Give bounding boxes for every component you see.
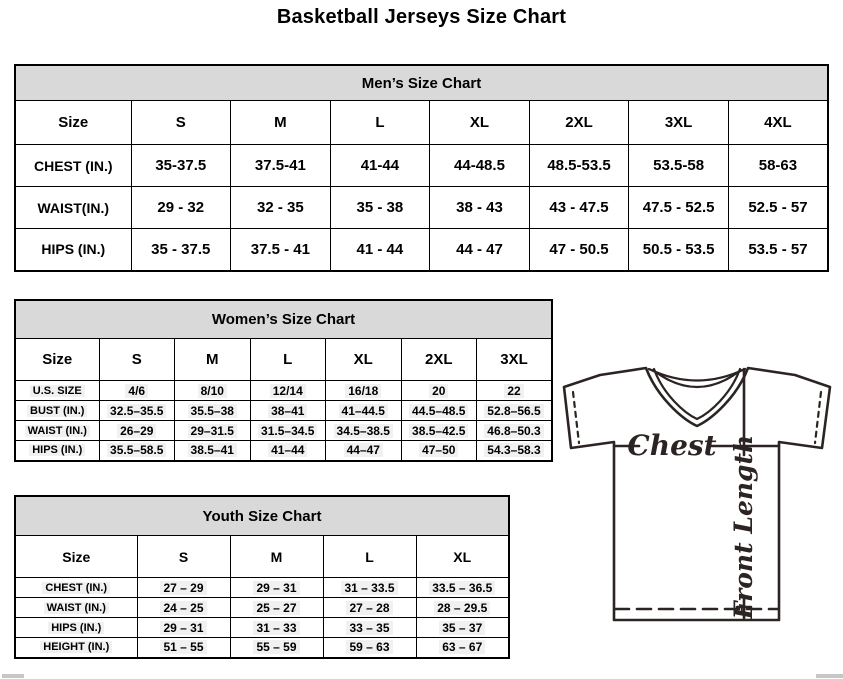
measurement-cell [477, 401, 553, 421]
measurement-cell [401, 381, 477, 401]
measurement-value: 53.5-58 [653, 157, 705, 174]
chart-title: Youth Size Chart [15, 496, 509, 536]
size-column-header: XL [416, 536, 509, 578]
measurement-value: 50.5 - 53.5 [642, 240, 715, 258]
measurement-cell [728, 229, 828, 271]
measurement-value: 29 - 32 [157, 199, 205, 216]
measurement-value: 29–31.5 [188, 424, 237, 438]
measurement-cell [131, 187, 231, 229]
measurement-value: 41 - 44 [356, 240, 404, 258]
size-column-header: M [175, 339, 251, 381]
measurement-cell [230, 618, 323, 638]
size-header-row [15, 536, 509, 578]
data-rows [15, 578, 509, 658]
measurement-row-label [15, 145, 131, 187]
measurement-value: 41–44 [268, 443, 307, 457]
measurement-cell [231, 187, 331, 229]
measurement-value: 51 – 55 [160, 640, 206, 654]
measurement-value: 52.5 - 57 [748, 199, 808, 216]
size-column-header: 2XL [401, 339, 477, 381]
measurement-value: 46.8–50.3 [484, 424, 543, 438]
measurement-value: 22 [504, 384, 523, 398]
page-title: Basketball Jerseys Size Chart [276, 6, 567, 28]
measurement-value: 26–29 [117, 424, 156, 438]
measurement-cell [175, 381, 251, 401]
row-label-text: HIPS (IN.) [48, 622, 104, 634]
measurement-value: 32 - 35 [256, 199, 304, 216]
measurement-cell [330, 145, 430, 187]
measurement-value: 47.5 - 52.5 [642, 199, 715, 216]
jersey-collar-back-arcs [649, 369, 745, 387]
size-column-header: S [99, 339, 175, 381]
row-label-text: HIPS (IN.) [41, 241, 106, 258]
measurement-cell [175, 441, 251, 461]
row-label-text: BUST (IN.) [27, 405, 87, 417]
measurement-value: 35 - 37.5 [151, 240, 211, 258]
measurement-cell [323, 638, 416, 658]
measurement-cell [175, 401, 251, 421]
measurement-cell [529, 145, 629, 187]
measurement-value: 34.5–38.5 [334, 424, 393, 438]
row-label-text: WAIST (IN.) [25, 425, 90, 437]
measurement-cell [401, 421, 477, 441]
measurement-row [15, 381, 552, 401]
measurement-row [15, 578, 509, 598]
measurement-value: 16/18 [345, 384, 381, 398]
measurement-row [15, 187, 828, 229]
measurement-value: 25 – 27 [253, 601, 299, 615]
measurement-cell [330, 187, 430, 229]
size-column-header: 4XL [728, 101, 828, 145]
data-rows [15, 381, 552, 461]
chest-label: Chest [627, 429, 717, 462]
measurement-value: 4/6 [125, 384, 148, 398]
measurement-row [15, 421, 552, 441]
measurement-row-label [15, 421, 99, 441]
measurement-value: 44.5–48.5 [409, 404, 468, 418]
measurement-cell [430, 187, 530, 229]
size-column-header: 3XL [629, 101, 729, 145]
measurement-value: 31.5–34.5 [258, 424, 317, 438]
row-label-text: CHEST (IN.) [33, 157, 113, 174]
measurement-value: 29 – 31 [160, 621, 206, 635]
measurement-value: 55 – 59 [253, 640, 299, 654]
size-column-header: L [330, 101, 430, 145]
measurement-value: 28 – 29.5 [434, 601, 490, 615]
measurement-value: 47–50 [419, 443, 458, 457]
row-label-text: WAIST(IN.) [37, 199, 110, 216]
measurement-value: 31 – 33.5 [341, 581, 397, 595]
measurement-row-label [15, 381, 99, 401]
measurement-cell [323, 598, 416, 618]
measurement-cell [629, 145, 729, 187]
measurement-value: 58-63 [758, 157, 798, 174]
measurement-cell [323, 618, 416, 638]
measurement-row [15, 229, 828, 271]
measurement-cell [137, 618, 230, 638]
measurement-cell [629, 229, 729, 271]
measurement-value: 44 - 47 [456, 240, 503, 258]
row-label-text: CHEST (IN.) [42, 582, 110, 594]
measurement-cell [529, 229, 629, 271]
measurement-cell [416, 598, 509, 618]
size-column-header: L [250, 339, 326, 381]
measurement-value: 27 – 28 [346, 601, 392, 615]
measurement-row-label [15, 578, 137, 598]
measurement-value: 63 – 67 [439, 640, 485, 654]
measurement-value: 48.5-53.5 [547, 157, 611, 174]
measurement-value: 59 – 63 [346, 640, 392, 654]
measurement-cell [99, 441, 175, 461]
measurement-cell [231, 145, 331, 187]
measurement-cell [728, 145, 828, 187]
measurement-cell [330, 229, 430, 271]
measurement-cell [131, 229, 231, 271]
measurement-value: 35.5–58.5 [107, 443, 166, 457]
measurement-cell [250, 421, 326, 441]
measurement-row-label [15, 618, 137, 638]
row-label-text: WAIST (IN.) [44, 602, 109, 614]
size-column-header: S [131, 101, 231, 145]
measurement-cell [326, 421, 402, 441]
measurement-cell [401, 441, 477, 461]
measurement-row-label [15, 401, 99, 421]
measurement-cell [326, 381, 402, 401]
measurement-cell [401, 401, 477, 421]
size-column-header: XL [326, 339, 402, 381]
measurement-cell [131, 145, 231, 187]
measurement-cell [416, 578, 509, 598]
measurement-value: 44–47 [344, 443, 383, 457]
measurement-row [15, 618, 509, 638]
measurement-cell [137, 638, 230, 658]
measurement-value: 32.5–35.5 [107, 404, 166, 418]
measurement-cell [250, 381, 326, 401]
measurement-cell [175, 421, 251, 441]
size-column-header: L [323, 536, 416, 578]
measurement-value: 35 - 38 [356, 199, 404, 216]
measurement-cell [326, 401, 402, 421]
measurement-cell [728, 187, 828, 229]
front-length-label: Front Length [729, 434, 758, 620]
measurement-row-label [15, 229, 131, 271]
measurement-value: 44-48.5 [454, 157, 505, 174]
measurement-value: 35.5–38 [188, 404, 237, 418]
chart-title: Men’s Size Chart [15, 65, 828, 101]
size-column-header: 3XL [477, 339, 553, 381]
bottom-edge-fragment-left [2, 674, 24, 678]
chart-title-row [15, 65, 828, 101]
measurement-cell [430, 229, 530, 271]
measurement-value: 41-44 [360, 157, 400, 174]
measurement-row-label [15, 598, 137, 618]
womens-size-chart-table [14, 299, 553, 462]
measurement-cell [477, 381, 553, 401]
measurement-value: 38.5–42.5 [409, 424, 468, 438]
size-header-row [15, 101, 828, 145]
size-column-header: M [230, 536, 323, 578]
measurement-cell [326, 441, 402, 461]
measurement-value: 38–41 [268, 404, 307, 418]
size-column-header: M [231, 101, 331, 145]
size-row-label: Size [15, 339, 99, 381]
measurement-cell [250, 401, 326, 421]
measurement-value: 37.5-41 [254, 157, 306, 174]
measurement-value: 24 – 25 [160, 601, 206, 615]
measurement-cell [230, 578, 323, 598]
jersey-measurement-diagram [558, 356, 840, 630]
measurement-value: 38.5–41 [188, 443, 237, 457]
size-column-header: XL [430, 101, 530, 145]
youth-size-chart-table [14, 495, 510, 659]
measurement-row-label [15, 187, 131, 229]
measurement-cell [250, 441, 326, 461]
measurement-cell [323, 578, 416, 598]
measurement-row [15, 441, 552, 461]
measurement-value: 31 – 33 [253, 621, 299, 635]
measurement-cell [99, 401, 175, 421]
jersey-outline [564, 368, 830, 620]
measurement-value: 41–44.5 [339, 404, 388, 418]
measurement-value: 54.3–58.3 [484, 443, 543, 457]
bottom-edge-fragment-right [816, 674, 843, 678]
measurement-cell [430, 145, 530, 187]
measurement-cell [477, 441, 553, 461]
measurement-value: 20 [429, 384, 448, 398]
measurement-value: 29 – 31 [253, 581, 299, 595]
measurement-row [15, 145, 828, 187]
chart-title: Women’s Size Chart [15, 300, 552, 339]
measurement-cell [231, 229, 331, 271]
mens-size-chart-table [14, 64, 829, 272]
measurement-cell [529, 187, 629, 229]
measurement-cell [99, 421, 175, 441]
measurement-value: 8/10 [198, 384, 227, 398]
data-rows [15, 145, 828, 271]
measurement-cell [137, 598, 230, 618]
measurement-value: 27 – 29 [160, 581, 206, 595]
measurement-cell [137, 578, 230, 598]
measurement-row [15, 598, 509, 618]
measurement-cell [416, 618, 509, 638]
measurement-value: 33 – 35 [346, 621, 392, 635]
size-column-header: S [137, 536, 230, 578]
measurement-cell [477, 421, 553, 441]
measurement-cell [99, 381, 175, 401]
measurement-value: 37.5 - 41 [250, 240, 310, 258]
size-row-label: Size [15, 536, 137, 578]
row-label-text: HIPS (IN.) [29, 444, 85, 456]
size-row-label: Size [15, 101, 131, 145]
measurement-value: 52.8–56.5 [484, 404, 543, 418]
measurement-row-label [15, 638, 137, 658]
chart-title-row [15, 300, 552, 339]
measurement-value: 43 - 47.5 [549, 199, 609, 216]
measurement-cell [629, 187, 729, 229]
measurement-row [15, 401, 552, 421]
measurement-cell [230, 598, 323, 618]
chart-title-row [15, 496, 509, 536]
measurement-row-label [15, 441, 99, 461]
size-header-row [15, 339, 552, 381]
measurement-cell [230, 638, 323, 658]
measurement-value: 38 - 43 [456, 199, 503, 216]
measurement-cell [416, 638, 509, 658]
measurement-value: 33.5 – 36.5 [429, 581, 495, 595]
measurement-row [15, 638, 509, 658]
measurement-value: 35-37.5 [155, 157, 207, 174]
measurement-value: 12/14 [270, 384, 306, 398]
row-label-text: HEIGHT (IN.) [40, 641, 112, 653]
measurement-value: 35 – 37 [439, 621, 485, 635]
measurement-value: 53.5 - 57 [748, 240, 808, 258]
size-column-header: 2XL [529, 101, 629, 145]
measurement-value: 47 - 50.5 [549, 240, 609, 258]
row-label-text: U.S. SIZE [30, 385, 85, 397]
